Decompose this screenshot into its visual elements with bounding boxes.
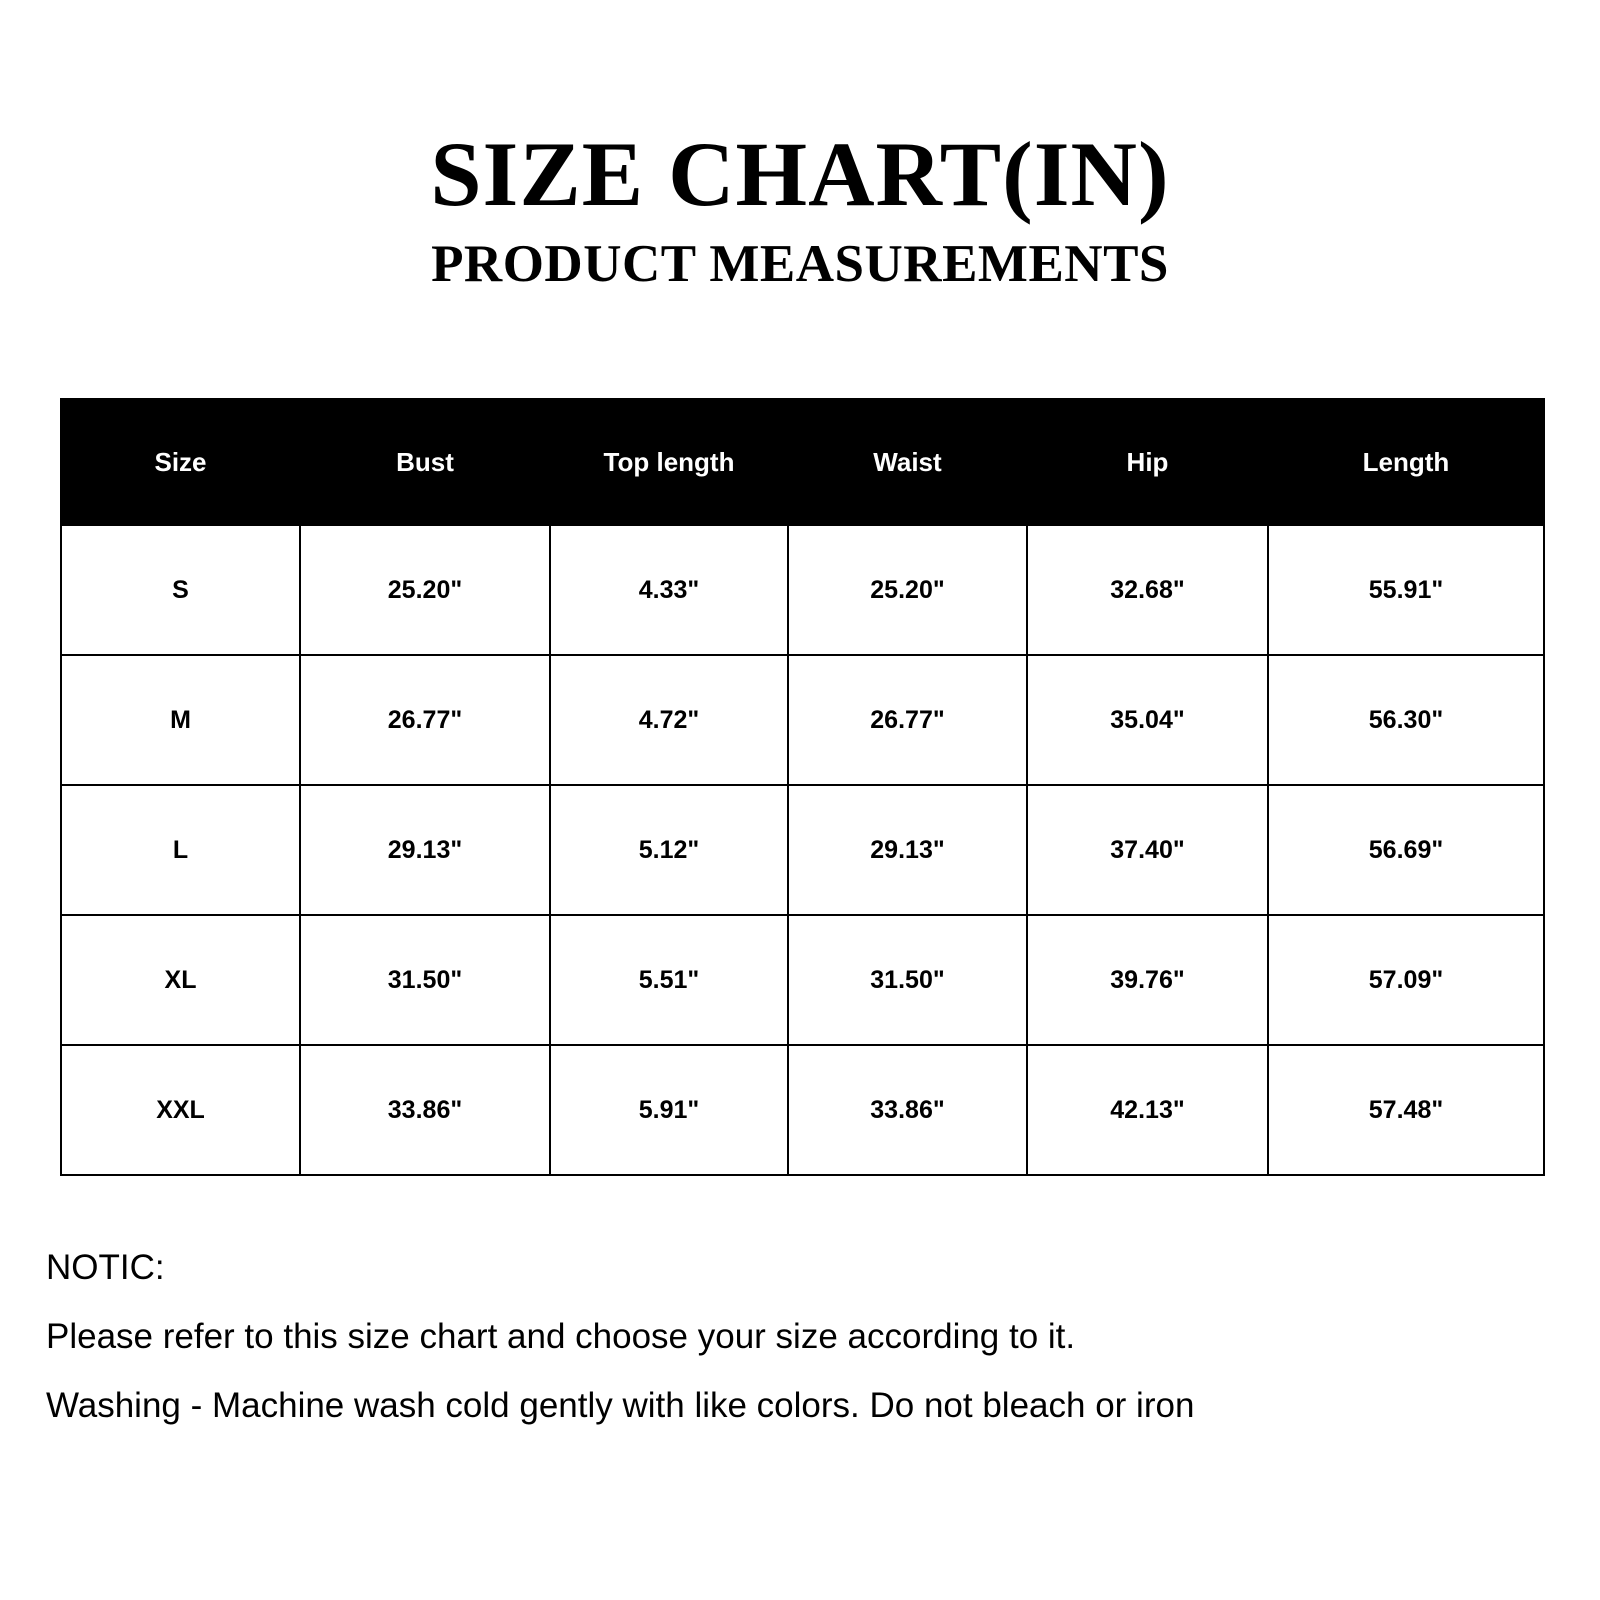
page-subtitle: PRODUCT MEASUREMENTS <box>431 235 1169 293</box>
cell-hip: 39.76" <box>1027 915 1268 1045</box>
cell-bust: 25.20" <box>300 525 550 655</box>
cell-length: 57.48" <box>1268 1045 1544 1175</box>
column-header-top-length: Top length <box>550 399 788 525</box>
cell-size: XXL <box>61 1045 300 1175</box>
title-block <box>0 0 1600 291</box>
column-header-waist: Waist <box>788 399 1027 525</box>
table-body <box>61 525 1544 1175</box>
table-row <box>61 1045 1544 1175</box>
cell-size: L <box>61 785 300 915</box>
cell-top-length: 5.12" <box>550 785 788 915</box>
page-title: SIZE CHART(IN) <box>430 123 1170 225</box>
cell-waist: 29.13" <box>788 785 1027 915</box>
cell-bust: 33.86" <box>300 1045 550 1175</box>
cell-hip: 32.68" <box>1027 525 1268 655</box>
cell-size: M <box>61 655 300 785</box>
table-row <box>61 525 1544 655</box>
table-row <box>61 655 1544 785</box>
cell-size: S <box>61 525 300 655</box>
cell-length: 55.91" <box>1268 525 1544 655</box>
cell-hip: 37.40" <box>1027 785 1268 915</box>
cell-length: 57.09" <box>1268 915 1544 1045</box>
column-header-hip: Hip <box>1027 399 1268 525</box>
notice-line-2: Washing - Machine wash cold gently with like colors. Do not bleach or iron <box>46 1386 1195 1425</box>
table-header <box>61 399 1544 525</box>
table-header-row <box>61 399 1544 525</box>
column-header-length: Length <box>1268 399 1544 525</box>
cell-waist: 26.77" <box>788 655 1027 785</box>
cell-waist: 25.20" <box>788 525 1027 655</box>
notice-line-1: Please refer to this size chart and choose your size according to it. <box>46 1317 1076 1356</box>
column-header-bust: Bust <box>300 399 550 525</box>
notice-heading: NOTIC: <box>46 1248 165 1287</box>
size-chart-table <box>60 398 1545 1176</box>
cell-hip: 42.13" <box>1027 1045 1268 1175</box>
cell-top-length: 5.51" <box>550 915 788 1045</box>
table-row <box>61 915 1544 1045</box>
cell-waist: 33.86" <box>788 1045 1027 1175</box>
cell-top-length: 4.72" <box>550 655 788 785</box>
cell-length: 56.69" <box>1268 785 1544 915</box>
cell-top-length: 5.91" <box>550 1045 788 1175</box>
table-row <box>61 785 1544 915</box>
cell-bust: 31.50" <box>300 915 550 1045</box>
cell-bust: 26.77" <box>300 655 550 785</box>
column-header-size: Size <box>61 399 300 525</box>
cell-bust: 29.13" <box>300 785 550 915</box>
size-chart-table-wrapper <box>60 398 1543 1176</box>
cell-waist: 31.50" <box>788 915 1027 1045</box>
cell-top-length: 4.33" <box>550 525 788 655</box>
notice-block <box>46 1250 1546 1457</box>
cell-length: 56.30" <box>1268 655 1544 785</box>
cell-size: XL <box>61 915 300 1045</box>
cell-hip: 35.04" <box>1027 655 1268 785</box>
